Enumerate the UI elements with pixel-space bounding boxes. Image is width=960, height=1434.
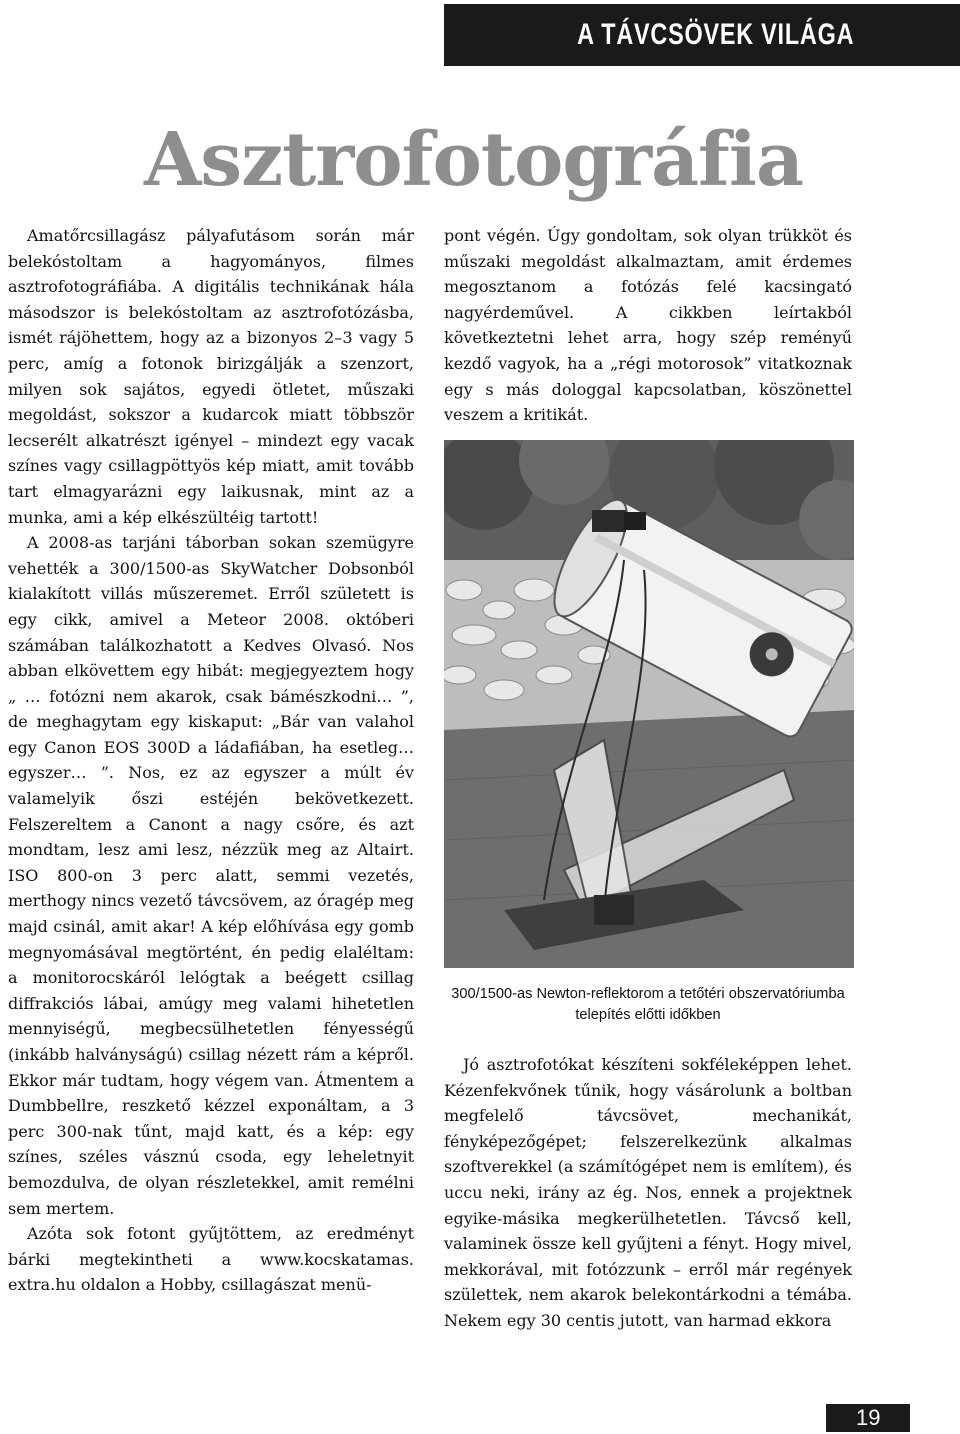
section-header-bar (444, 4, 960, 66)
folio-bar (826, 1404, 850, 1432)
paragraph: Azóta sok fotont gyűjtöttem, az eredményt bárki megtekintheti a www.kocskatamas. extra.hu oldalon a Hobby, csillagászat menü- (8, 1224, 414, 1295)
paragraph: A 2008-as tarjáni táborban sokan szemügyre vehették a 300/1500-as SkyWatcher Dobsonból kialakított villás műszeremet. Erről született is egy cikk, amivel a Meteor 2008. októberi számában találkozhatott a Kedves Olvasó. Nos abban elkövettem egy hibát: megjegyeztem hogy „ … fotózni nem akarok, csak bámészkodni… ”, de meghagytam egy kiskaput: „Bár van valahol egy Canon EOS 300D a ládafiában, ha esetleg… egyszer… ”. Nos, ez az egyszer a múlt év valamelyik őszi estéjén bekövetkezett. Felszereltem a Canont a nagy csőre, és azt mondtam, lesz ami lesz, nézzük meg az Altairt. ISO 800-on 3 perc alatt, semmi vezetés, merthogy nincs vezető távcsövem, az óragép meg majd csinál, amit akar! A kép előhívása egy gomb megnyomásával megtörtént, én pedig elaléltam: a monitorocskáról lelógtak a beégett csillag diffrakciós lábai, amúgy meg valami hihetetlen mennyiségű, megbecsülhetetlen fényességű (inkább halványságú) csillag nézett rám a képről. Ekkor már tudtam, hogy végem van. Átmentem a Dumbbellre, reszkető kézzel exponáltam, a 3 perc 300-nak tűnt, majd katt, és a kép: egy színes, széles vásznú csoda, egy leheletnyit bemozdulva, de olyan részletekkel, amit remélni sem mertem. (8, 533, 414, 1218)
right-column-top (444, 223, 852, 428)
paragraph: Jó asztrofotókat készíteni sokféleképpen lehet. Kézenfekvőnek tűnik, hogy vásárolunk a boltban megfelelő távcsövet, mechanikát, fényképezőgépet; felszerelkezünk alkalmas szoftverekkel (a számítógépet nem is említem), és uccu neki, irány az ég. Nos, ennek a projektnek egyike-másika megkerülhetetlen. Távcső kell, valaminek össze kell gyűjteni a fényt. Hogy mivel, mekkorával, mit fotózzunk – erről már regények születtek, nem akarok belekontárkodni a témába. Nekem egy 30 centis jutott, van harmad ekkora (444, 1055, 852, 1330)
telescope-photo (444, 440, 854, 968)
photo-caption: 300/1500-as Newton-reflektorom a tetőtéri obszervatóriumba telepítés előtti időkben (451, 986, 845, 1023)
article-title: Asztrofotográfia (144, 117, 803, 203)
paragraph: Amatőrcsillagász pályafutásom során már belekóstoltam a hagyományos, filmes asztrofotográfiába. A digitális technikának hála másodszor is belekóstoltam az asztrofotózásba, ismét rájöhettem, hogy az a bizonyos 2–3 vagy 5 perc, amíg a fotonok birizgálják a szenzort, milyen sok sajátos, egyedi ötletet, műszaki megoldást, sokszor a kudarcok miatt többször lecserélt alkatrészt igényel – mindezt egy vacak színes vagy csillagpöttyös kép miatt, amit tovább tart elmagyarázni egy laikusnak, mint az a munka, ami a kép elkészültéig tartott! (8, 226, 414, 527)
paragraph: pont végén. Úgy gondoltam, sok olyan trükköt és műszaki megoldást alkalmaztam, amit érdemes megosztanom a fotózás felé kacsingató nagyérdeművel. A cikkben leírtakból következtetni lehet arra, hogy szép reményű kezdő vagyok, ha a „régi motorosok” vitatkoznak egy s más dologgal kapcsolatban, köszönettel veszem a kritikát. (444, 226, 852, 425)
right-column-bottom (444, 1052, 852, 1334)
section-title: A TÁVCSÖVEK VILÁGA (576, 18, 854, 51)
page-number: 19 (850, 1404, 910, 1432)
left-column (8, 223, 414, 1298)
